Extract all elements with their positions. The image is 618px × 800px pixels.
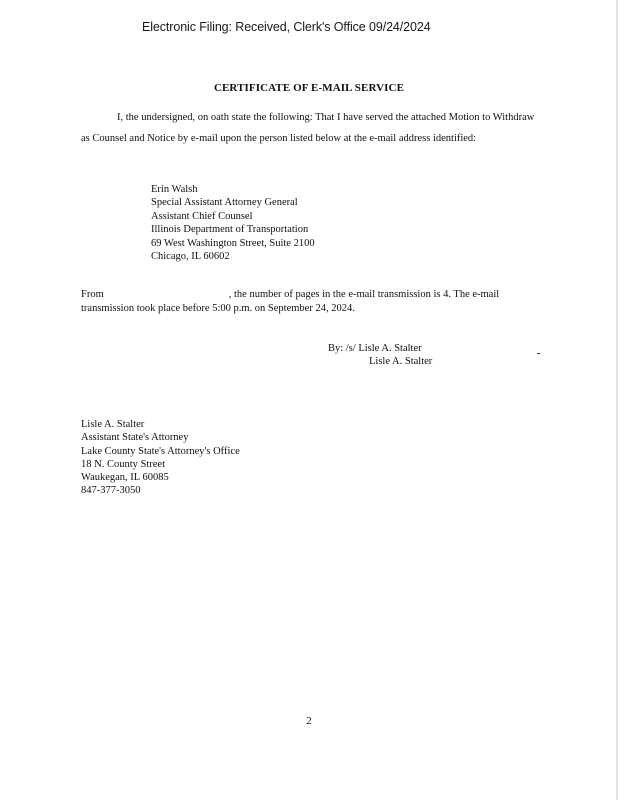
- author-phone: 847-377-3050: [81, 485, 141, 497]
- transmission-text: , the number of pages in the e-mail transmission is 4. The e-mail transmission took place before 5:00 p.m. on September 24, 2024.: [81, 289, 500, 314]
- document-title: CERTIFICATE OF E-MAIL SERVICE: [213, 82, 405, 94]
- author-street: 18 N. County Street: [81, 458, 165, 470]
- signature-block: [328, 342, 432, 369]
- recipient-name: Erin Walsh: [151, 184, 198, 195]
- service-statement: [81, 107, 541, 149]
- recipient-title-secondary: Assistant Chief Counsel: [151, 210, 253, 222]
- author-office: Lake County State's Attorney's Office: [81, 445, 240, 457]
- author-name: Lisle A. Stalter: [81, 419, 145, 430]
- recipient-organization: Illinois Department of Transportation: [151, 224, 309, 236]
- service-statement-text: I, the undersigned, on oath state the following: That I have served the attached Motion to Withdraw as Counsel and Notice by e-mail upon the person listed below at the e-mail address identified:: [81, 112, 535, 144]
- recipient-address: [151, 183, 315, 263]
- recipient-street: 69 West Washington Street, Suite 2100: [151, 237, 315, 249]
- author-block: [81, 418, 240, 498]
- signature-name: Lisle A. Stalter: [369, 356, 433, 368]
- recipient-title: Special Assistant Attorney General: [151, 197, 298, 209]
- transmission-details: [81, 288, 551, 315]
- signature-line: By: /s/ Lisle A. Stalter: [328, 343, 422, 354]
- filing-stamp: Electronic Filing: Received, Clerk's Office 09/24/2024: [142, 20, 431, 34]
- recipient-city: Chicago, IL 60602: [151, 251, 230, 263]
- page-number: 2: [306, 715, 312, 727]
- author-title: Assistant State's Attorney: [81, 432, 189, 444]
- author-city: Waukegan, IL 60085: [81, 472, 169, 484]
- from-label: From: [81, 289, 104, 300]
- signature-mark: [537, 353, 540, 354]
